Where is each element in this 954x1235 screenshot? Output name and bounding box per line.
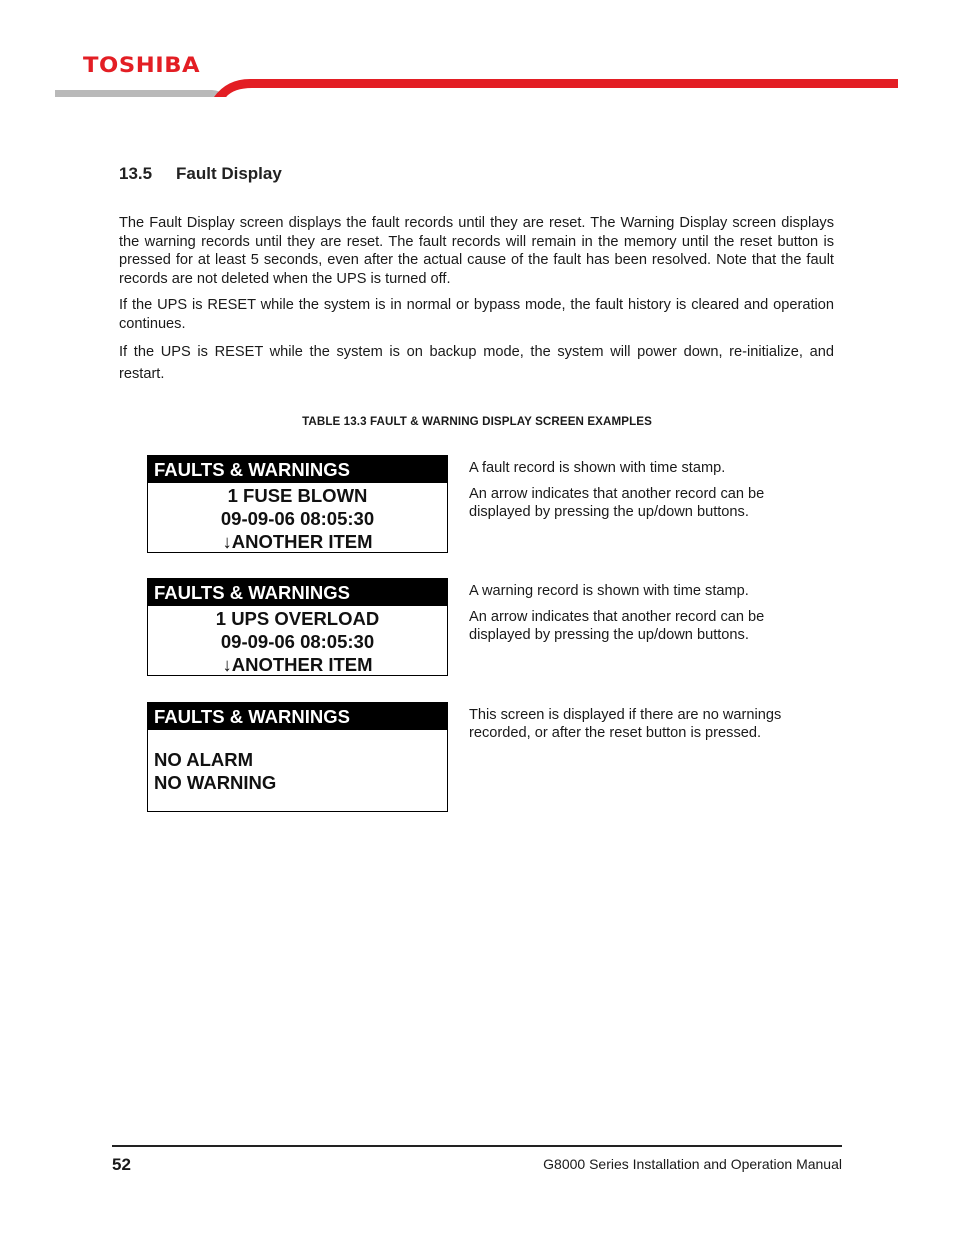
screen-line: ↓ANOTHER ITEM <box>222 654 373 675</box>
section-title: Fault Display <box>176 164 282 183</box>
description-line: An arrow indicates that another record can be displayed by pressing the up/down buttons. <box>469 609 765 644</box>
description-line: A warning record is shown with time stamp. <box>469 583 749 599</box>
paragraph-3: If the UPS is RESET while the system is on backup mode, the system will power down, re-initialize, and restart. <box>119 344 834 382</box>
screen-header: FAULTS & WARNINGS <box>148 579 447 606</box>
screen-line: 1 UPS OVERLOAD <box>215 608 380 629</box>
screen-header: FAULTS & WARNINGS <box>148 703 447 730</box>
screen-line: 1 FUSE BLOWN <box>227 485 368 506</box>
paragraph-2: If the UPS is RESET while the system is in normal or bypass mode, the fault history is cleared and operation continues. <box>119 297 834 332</box>
description-line: A fault record is shown with time stamp. <box>469 460 726 476</box>
screen-example-no-alarm <box>147 702 448 812</box>
header-band-grey <box>55 90 227 97</box>
paragraph-1: The Fault Display screen displays the fault records until they are reset. The Warning Display screen displays the warning records until they are reset. The fault records will remain in the memory until the reset button is pressed for at least 5 seconds, even after the actual cause of the fault has been resolved. Note that the fault records are not deleted when the UPS is turned off. <box>119 215 834 288</box>
header-band <box>0 0 954 110</box>
screen-example-fault <box>147 455 448 553</box>
footer-manual-title: G8000 Series Installation and Operation Manual <box>543 1156 842 1172</box>
section-heading <box>119 164 282 184</box>
description-line: This screen is displayed if there are no warnings recorded, or after the reset button is pressed. <box>469 707 782 742</box>
screen-line: NO WARNING <box>154 772 277 793</box>
header-band-red <box>214 79 898 97</box>
description-line: An arrow indicates that another record can be displayed by pressing the up/down buttons. <box>469 486 765 521</box>
table-caption: TABLE 13.3 FAULT & WARNING DISPLAY SCREEN EXAMPLES <box>302 415 652 428</box>
screen-example-warning <box>147 578 448 676</box>
screen-line: ↓ANOTHER ITEM <box>222 531 373 552</box>
screen-line: 09-09-06 08:05:30 <box>220 508 375 529</box>
page-number: 52 <box>112 1155 131 1174</box>
toshiba-logo: TOSHIBA <box>83 53 201 77</box>
screen-line: NO ALARM <box>154 749 253 770</box>
screen-header: FAULTS & WARNINGS <box>148 456 447 483</box>
footer-rule <box>112 1145 842 1147</box>
screen-line: 09-09-06 08:05:30 <box>220 631 375 652</box>
section-number: 13.5 <box>119 164 153 183</box>
